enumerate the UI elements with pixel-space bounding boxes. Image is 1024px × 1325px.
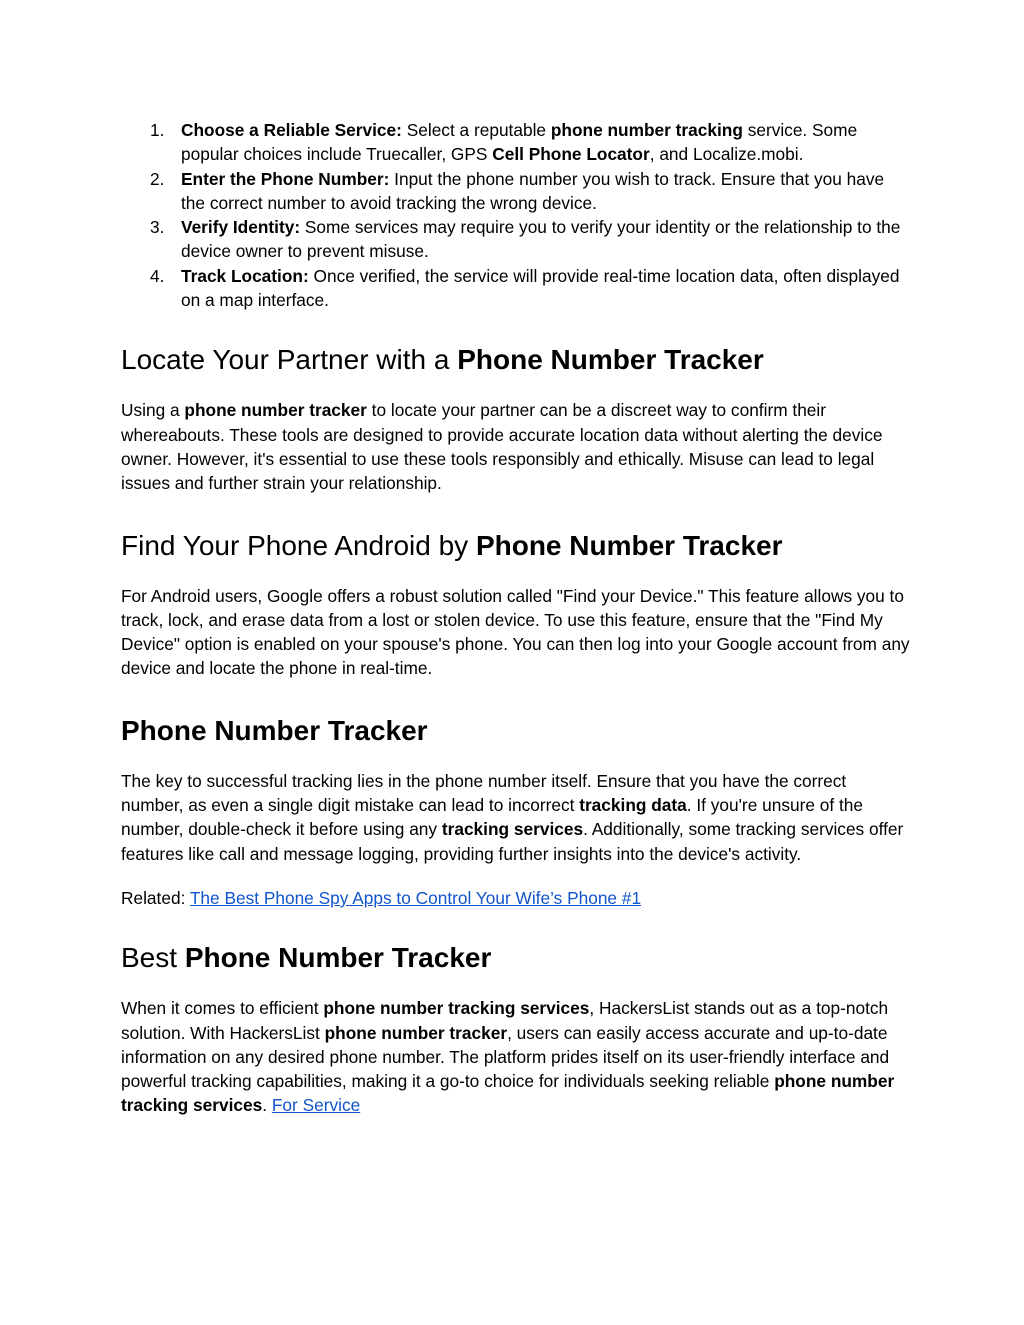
- related-label: Related:: [121, 887, 190, 908]
- paragraph-text: to locate your partner can be a discreet way to confirm their whereabouts. These tools are designed to provide accurate location data without alerting the device owner. However, it's essential to use these tools responsibly and ethically. Misuse can lead to legal issues and further strain your relationship.: [121, 400, 883, 494]
- document-page: [121, 118, 911, 1118]
- paragraph-text: . Additionally, some tracking services offer features like call and message logging, providing further insights into the device's activity.: [121, 819, 904, 864]
- paragraph-text: The key to successful tracking lies in the phone number itself. Ensure that you have the correct number, as even a single digit mistake can lead to incorrect: [121, 770, 847, 816]
- list-number: 4.: [150, 265, 165, 286]
- bold-text: phone number tracking services: [121, 1071, 895, 1116]
- list-number: 1.: [150, 120, 165, 140]
- bold-text: phone number tracker: [184, 400, 367, 421]
- step-title: Choose a Reliable Service:: [181, 120, 402, 140]
- list-item: [121, 215, 911, 264]
- paragraph-find-android: For Android users, Google offers a robust solution called "Find your Device." This feature allows you to track, lock, and erase data from a lost or stolen device. To use this feature, ensure that the "Find My Device" option is enabled on your spouse's phone. You can then log into your Google account from any device and locate the phone in real-time.: [121, 585, 910, 679]
- list-item: [121, 118, 911, 167]
- paragraph-best-tracker: [121, 996, 911, 1117]
- bold-text: phone number tracker: [324, 1022, 508, 1043]
- paragraph-text: , users can easily access accurate and up-to-date information on any desired phone number. The platform prides itself on its user-friendly interface and powerful tracking capabilities, making it a go-to choice for individuals seeking reliable: [121, 1022, 890, 1092]
- bold-text: tracking services: [441, 819, 584, 840]
- steps-list: [121, 118, 911, 312]
- bold-text: phone number tracking services: [323, 998, 590, 1019]
- step-text: Once verified, the service will provide real-time location data, often displayed on a map interface.: [181, 265, 900, 311]
- list-item: [121, 264, 911, 313]
- heading-text: Find Your Phone Android by: [121, 529, 476, 561]
- step-title: Enter the Phone Number:: [181, 168, 390, 189]
- heading-text: Locate Your Partner with a: [121, 344, 458, 376]
- heading-phone-number-tracker: Phone Number Tracker: [121, 714, 428, 746]
- paragraph-text: .: [262, 1095, 272, 1116]
- heading-text: Best: [121, 942, 185, 974]
- heading-bold-text: Phone Number Tracker: [475, 529, 783, 561]
- list-number: 3.: [150, 217, 165, 238]
- list-item: [121, 167, 911, 216]
- step-text: , and Localize.mobi.: [649, 144, 804, 165]
- heading-locate-partner: [121, 343, 911, 377]
- bold-text: phone number tracking: [550, 120, 743, 140]
- paragraph-text: , HackersList stands out as a top-notch solution. With HackersList: [121, 998, 889, 1043]
- step-title: Verify Identity:: [181, 217, 301, 238]
- for-service-link[interactable]: For Service: [271, 1095, 361, 1116]
- related-link[interactable]: The Best Phone Spy Apps to Control Your Wife’s Phone #1: [189, 887, 642, 908]
- bold-text: tracking data: [579, 795, 687, 816]
- step-title: Track Location:: [181, 265, 309, 286]
- heading-best-tracker: [121, 941, 911, 975]
- list-number: 2.: [150, 168, 165, 189]
- bold-text: Cell Phone Locator: [492, 144, 650, 165]
- related-line: [121, 886, 911, 910]
- step-text: Some services may require you to verify your identity or the relationship to the device owner to prevent misuse.: [181, 217, 901, 262]
- paragraph-text: When it comes to efficient: [121, 998, 324, 1019]
- step-text: service. Some popular choices include Truecaller, GPS: [181, 120, 858, 165]
- heading-bold-text: Phone Number Tracker: [457, 344, 764, 376]
- step-text: Input the phone number you wish to track. Ensure that you have the correct number to avoid tracking the wrong device.: [181, 168, 885, 213]
- heading-find-android: [121, 529, 911, 563]
- paragraph-text: Using a: [121, 400, 185, 421]
- step-text: Select a reputable: [401, 120, 551, 140]
- heading-bold-text: Phone Number Tracker: [184, 942, 492, 974]
- paragraph-locate-partner: [121, 398, 911, 495]
- paragraph-phone-number-tracker: [121, 769, 911, 866]
- paragraph-text: . If you're unsure of the number, double-check it before using any: [121, 795, 863, 840]
